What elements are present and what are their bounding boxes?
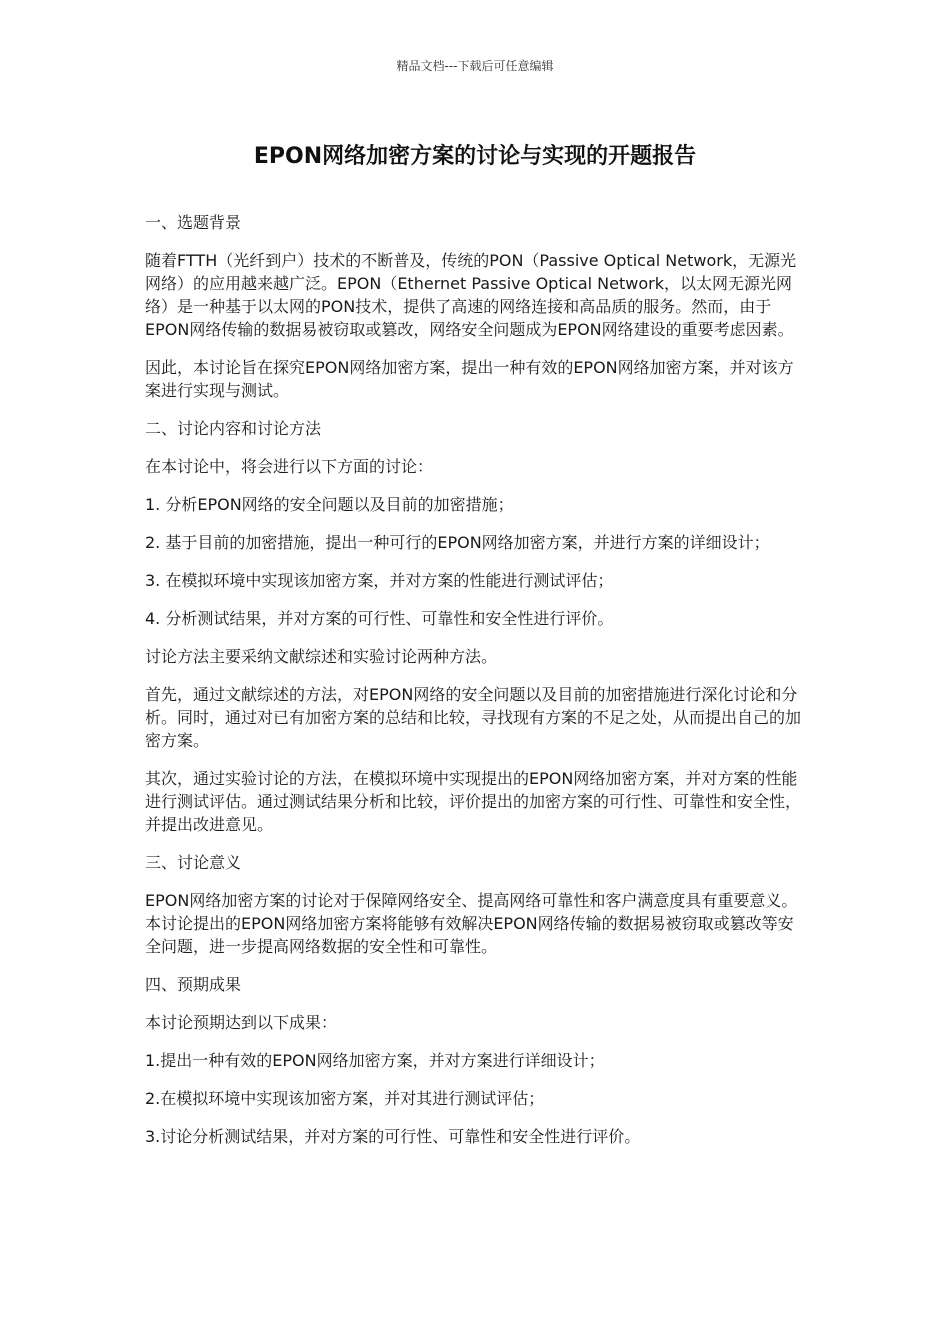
paragraph-method-intro: 讨论方法主要采纳文献综述和实验讨论两种方法。 [145, 647, 498, 666]
list-item-content-3: 3. 在模拟环境中实现该加密方案，并对方案的性能进行测试评估； [145, 571, 614, 590]
paragraph-content-intro: 在本讨论中，将会进行以下方面的讨论： [145, 457, 434, 476]
header-note: 精品文档---下载后可任意编辑 [396, 59, 554, 73]
document-title: EPON网络加密方案的讨论与实现的开题报告 [253, 144, 697, 169]
document-body [145, 211, 808, 1163]
section-heading-content-method: 二、讨论内容和讨论方法 [145, 419, 322, 438]
paragraph-method-experiment: 其次，通过实验讨论的方法，在模拟环境中实现提出的EPON网络加密方案，并对方案的性能进行测试评估。通过测试结果分析和比较，评价提出的加密方案的可行性、可靠性和安全性，并提出改进意见。 [145, 769, 802, 834]
section-heading-outcomes: 四、预期成果 [145, 975, 242, 994]
paragraph-significance: EPON网络加密方案的讨论对于保障网络安全、提高网络可靠性和客户满意度具有重要意义。本讨论提出的EPON网络加密方案将能够有效解决EPON网络传输的数据易被窃取或篡改等安全问题，进一步提高网络数据的安全性和可靠性。 [145, 891, 798, 956]
paragraph-background: 随着FTTH（光纤到户）技术的不断普及，传统的PON（Passive Optical Network，无源光网络）的应用越来越广泛。EPON（Ethernet Passive Optical Network，以太网无源光网络）是一种基于以太网的PON技术，提供了高速的网络连接和高品质的服务。然而，由于EPON网络传输的数据易被窃取或篡改，网络安全问题成为EPON网络建设的重要考虑因素。 [145, 251, 797, 339]
paragraph-aim: 因此，本讨论旨在探究EPON网络加密方案，提出一种有效的EPON网络加密方案，并对该方案进行实现与测试。 [145, 358, 794, 400]
list-item-outcome-1: 1.提出一种有效的EPON网络加密方案，并对方案进行详细设计； [145, 1051, 605, 1070]
list-item-outcome-3: 3.讨论分析测试结果，并对方案的可行性、可靠性和安全性进行评价。 [145, 1127, 641, 1146]
list-item-outcome-2: 2.在模拟环境中实现该加密方案，并对其进行测试评估； [145, 1089, 545, 1108]
paragraph-outcomes-intro: 本讨论预期达到以下成果： [145, 1013, 338, 1032]
paragraph-method-literature: 首先，通过文献综述的方法，对EPON网络的安全问题以及目前的加密措施进行深化讨论和分析。同时，通过对已有加密方案的总结和比较，寻找现有方案的不足之处，从而提出自己的加密方案。 [145, 685, 802, 750]
list-item-content-4: 4. 分析测试结果，并对方案的可行性、可靠性和安全性进行评价。 [145, 609, 614, 628]
list-item-content-2: 2. 基于目前的加密措施，提出一种可行的EPON网络加密方案，并进行方案的详细设计； [145, 533, 770, 552]
section-heading-background: 一、选题背景 [145, 213, 242, 232]
section-heading-significance: 三、讨论意义 [145, 853, 242, 872]
list-item-content-1: 1. 分析EPON网络的安全问题以及目前的加密措施； [145, 495, 514, 514]
